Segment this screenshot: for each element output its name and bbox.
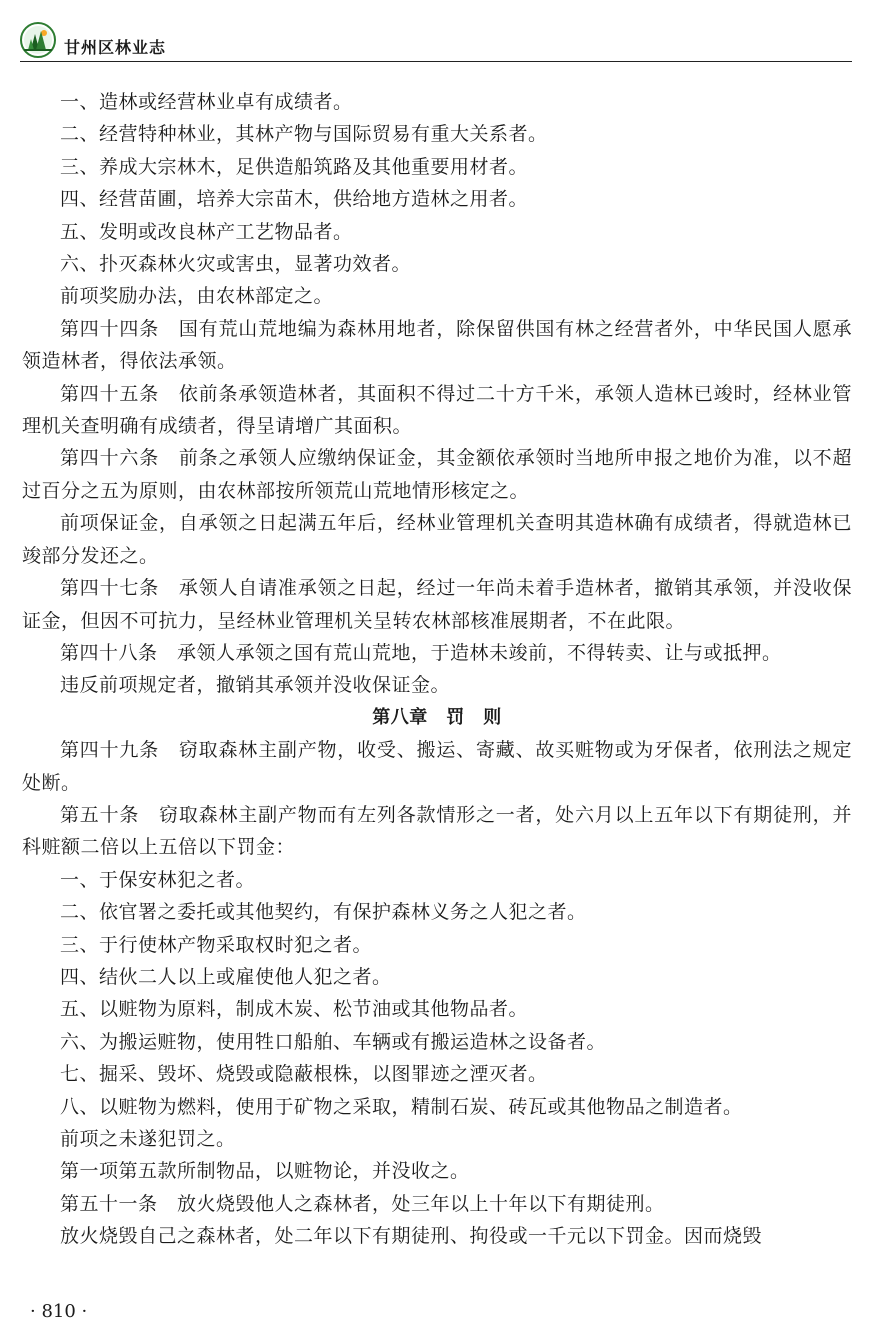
paragraph: 第四十八条 承领人承领之国有荒山荒地，于造林未竣前，不得转卖、让与或抵押。 [60,641,782,664]
paragraph: 违反前项规定者，撤销其承领并没收保证金。 [60,674,451,697]
paragraph: 二、依官署之委托或其他契约，有保护森林义务之人犯之者。 [60,901,587,924]
book-title: 甘州区林业志 [64,38,167,57]
paragraph: 第五十条 窃取森林主副产物而有左列各款情形之一者，处六月以上五年以下有期徒刑，并科赃额二倍以上五倍以下罚金： [22,803,852,859]
paragraph: 五、以赃物为原料，制成木炭、松节油或其他物品者。 [60,998,529,1021]
paragraph: 四、结伙二人以上或雇使他人犯之者。 [60,965,392,988]
paragraph: 四、经营苗圃，培养大宗苗木，供给地方造林之用者。 [60,188,529,211]
paragraph: 第四十九条 窃取森林主副产物，收受、搬运、寄藏、故买赃物或为牙保者，依刑法之规定处断。 [22,739,852,794]
document-body [22,86,852,1253]
paragraph: 一、于保安林犯之者。 [60,868,256,891]
paragraph: 一、造林或经营林业卓有成绩者。 [60,91,353,113]
paragraph: 第四十五条 依前条承领造林者，其面积不得过二十方千米，承领人造林已竣时，经林业管理机关查明确有成绩者，得呈请增广其面积。 [22,382,852,438]
paragraph: 三、养成大宗林木，足供造船筑路及其他重要用材者。 [60,155,529,178]
paragraph: 七、掘采、毁坏、烧毁或隐蔽根株，以图罪迹之湮灭者。 [60,1063,548,1086]
paragraph: 三、于行使林产物采取权时犯之者。 [60,933,373,956]
paragraph: 八、以赃物为燃料，使用于矿物之采取，精制石炭、砖瓦或其他物品之制造者。 [60,1095,743,1118]
paragraph: 二、经营特种林业，其林产物与国际贸易有重大关系者。 [60,123,548,146]
header-divider [20,61,852,62]
paragraph: 前项保证金，自承领之日起满五年后，经林业管理机关查明其造林确有成绩者，得就造林已竣部分发还之。 [22,512,852,567]
paragraph: 第四十六条 前条之承领人应缴纳保证金，其金额依承领时当地所申报之地价为准，以不超过百分之五为原则，由农林部按所领荒山荒地情形核定之。 [22,447,852,502]
paragraph: 第一项第五款所制物品，以赃物论，并没收之。 [60,1160,470,1183]
page-header [20,20,852,64]
paragraph: 六、为搬运赃物，使用牲口船舶、车辆或有搬运造林之设备者。 [60,1030,607,1053]
paragraph: 第四十四条 国有荒山荒地编为森林用地者，除保留供国有林之经营者外，中华民国人愿承领造林者，得依法承领。 [22,317,852,373]
page-number: · 810 · [30,1301,88,1322]
chapter-heading: 第八章 罚 则 [372,706,502,728]
paragraph: 第五十一条 放火烧毁他人之森林者，处三年以上十年以下有期徒刑。 [60,1192,665,1215]
paragraph: 第四十七条 承领人自请准承领之日起，经过一年尚未着手造林者，撤销其承领，并没收保证金，但因不可抗力，呈经林业管理机关呈转农林部核准展期者，不在此限。 [22,577,852,632]
paragraph: 前项奖励办法，由农林部定之。 [60,285,334,308]
paragraph: 六、扑灭森林火灾或害虫，显著功效者。 [60,253,412,276]
paragraph: 放火烧毁自己之森林者，处二年以下有期徒刑、拘役或一千元以下罚金。因而烧毁 [60,1225,763,1248]
forest-tree-logo-icon [20,22,56,58]
paragraph: 前项之未遂犯罚之。 [60,1128,236,1150]
paragraph: 五、发明或改良林产工艺物品者。 [60,220,353,243]
